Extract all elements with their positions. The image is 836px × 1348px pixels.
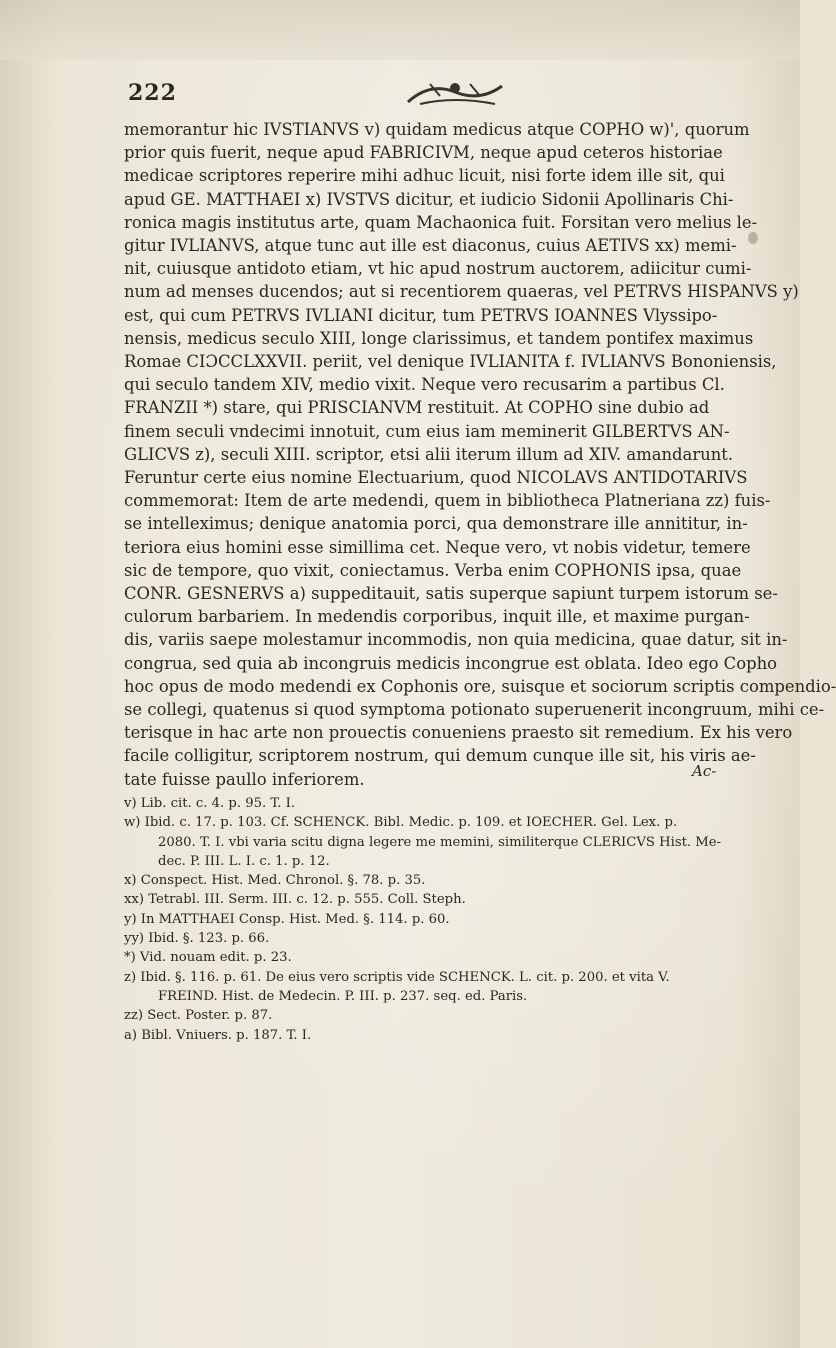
- text-line: culorum barbariem. In medendis corporibus, inquit ille, et maxime purgan-: [124, 607, 750, 627]
- text-line: congrua, sed quia ab incongruis medicis incongrue est oblata. Ideo ego Copho: [124, 653, 778, 673]
- text-line: apud GE. MATTHAEI x) IVSTVS dicitur, et iudicio Sidonii Apollinaris Chi-: [124, 189, 734, 209]
- text-line: medicae scriptores reperire mihi adhuc licuit, nisi forte idem ille sit, qui: [124, 166, 725, 186]
- text-line: dis, variis saepe molestamur incommodis, non quia medicina, quae datur, sit in-: [124, 630, 788, 650]
- text-line: terisque in hac arte non prouectis conueniens praesto sit remedium. Ex his vero: [124, 723, 793, 743]
- footnote-line: zz) Sect. Poster. p. 87.: [124, 1008, 273, 1024]
- footnote-line: v) Lib. cit. c. 4. p. 95. T. I.: [124, 796, 296, 811]
- text-line: Romae CIƆCCLXXVII. periit, vel denique IVLIANITA f. IVLIANVS Bononiensis,: [124, 352, 777, 372]
- text-line: finem seculi vndecimi innotuit, cum eius iam meminerit GILBERTVS AN-: [124, 421, 730, 441]
- text-line: se collegi, quatenus si quod symptoma potionato superuenerit incongruum, mihi ce-: [124, 700, 825, 720]
- footnote-line: *) Vid. nouam edit. p. 23.: [124, 950, 292, 966]
- footnote-line: dec. P. III. L. I. c. 1. p. 12.: [158, 853, 330, 869]
- text-line: facile colligitur, scriptorem nostrum, qui demum cunque ille sit, his viris ae-: [124, 746, 756, 766]
- text-line: teriora eius homini esse simillima cet. Neque vero, vt nobis videtur, temere: [124, 537, 751, 557]
- text-line: est, qui cum PETRVS IVLIANI dicitur, tum PETRVS IOANNES Vlyssipo-: [124, 305, 718, 325]
- text-line: hoc opus de modo medendi ex Cophonis ore, suisque et sociorum scriptis compendio-: [124, 676, 836, 696]
- text-line: se intelleximus; denique anatomia porci, qua demonstrare ille annititur, in-: [124, 514, 748, 534]
- text-line: CONR. GESNERVS a) suppeditauit, satis superque sapiunt turpem istorum se-: [124, 584, 778, 604]
- printer-ornament: [400, 76, 510, 110]
- text-line: sic de tempore, quo vixit, coniectamus. Verba enim COPHONIS ipsa, quae: [124, 560, 742, 580]
- footnotes-block: [124, 794, 724, 1045]
- text-line: FRANZII *) stare, qui PRISCIANVM restituit. At COPHO sine dubio ad: [124, 398, 710, 418]
- footnote-line: z) Ibid. §. 116. p. 61. De eius vero scriptis vide SCHENCK. L. cit. p. 200. et vita V.: [124, 969, 670, 985]
- text-line: tate fuisse paullo inferiorem.: [124, 769, 365, 789]
- footnote-line: w) Ibid. c. 17. p. 103. Cf. SCHENCK. Bibl. Medic. p. 109. et IOECHER. Gel. Lex. p.: [124, 815, 678, 831]
- text-line: GLICVS z), seculi XIII. scriptor, etsi alii iterum illum ad XIV. amandarunt.: [124, 444, 734, 464]
- text-line: nensis, medicus seculo XIII, longe clarissimus, et tandem pontifex maximus: [124, 328, 754, 348]
- footnote-line: y) In MATTHAEI Consp. Hist. Med. §. 114. p. 60.: [124, 911, 450, 927]
- text-line: num ad menses ducendos; aut si recentiorem quaeras, vel PETRVS HISPANVS y): [124, 282, 799, 302]
- text-line: qui seculo tandem XIV, medio vixit. Neque vero recusarim a partibus Cl.: [124, 375, 725, 395]
- text-line: memorantur hic IVSTIANVS v) quidam medicus atque COPHO w)', quorum: [124, 120, 750, 139]
- page-edge-shadow: [0, 0, 800, 60]
- text-line: nit, cuiusque antidoto etiam, vt hic apud nostrum auctorem, adiicitur cumi-: [124, 259, 752, 279]
- footnote-line: a) Bibl. Vniuers. p. 187. T. I.: [124, 1027, 312, 1043]
- text-line: commemorat: Item de arte medendi, quem in bibliotheca Platneriana zz) fuis-: [124, 491, 771, 511]
- text-line: Feruntur certe eius nomine Electuarium, quod NICOLAVS ANTIDOTARIVS: [124, 468, 748, 488]
- footnote-line: xx) Tetrabl. III. Serm. III. c. 12. p. 555. Coll. Steph.: [124, 892, 466, 908]
- catchword: Ac-: [692, 762, 717, 780]
- footnote-line: x) Conspect. Hist. Med. Chronol. §. 78. p. 35.: [124, 873, 426, 889]
- text-line: prior quis fuerit, neque apud FABRICIVM, neque apud ceteros historiae: [124, 143, 723, 163]
- page-number: 222: [128, 80, 177, 106]
- footnote-line: 2080. T. I. vbi varia scitu digna legere me memini, similiterque CLERICVS Hist. Me-: [158, 834, 722, 850]
- footnote-line: yy) Ibid. §. 123. p. 66.: [124, 931, 270, 947]
- footnote-line: FREIND. Hist. de Medecin. P. III. p. 237. seq. ed. Paris.: [158, 988, 528, 1004]
- text-line: ronica magis institutus arte, quam Machaonica fuit. Forsitan vero melius le-: [124, 212, 758, 232]
- margin-ink-spot: [748, 232, 758, 244]
- text-line: gitur IVLIANVS, atque tunc aut ille est diaconus, cuius AETIVS xx) memi-: [124, 236, 737, 256]
- main-text-block: [124, 118, 836, 791]
